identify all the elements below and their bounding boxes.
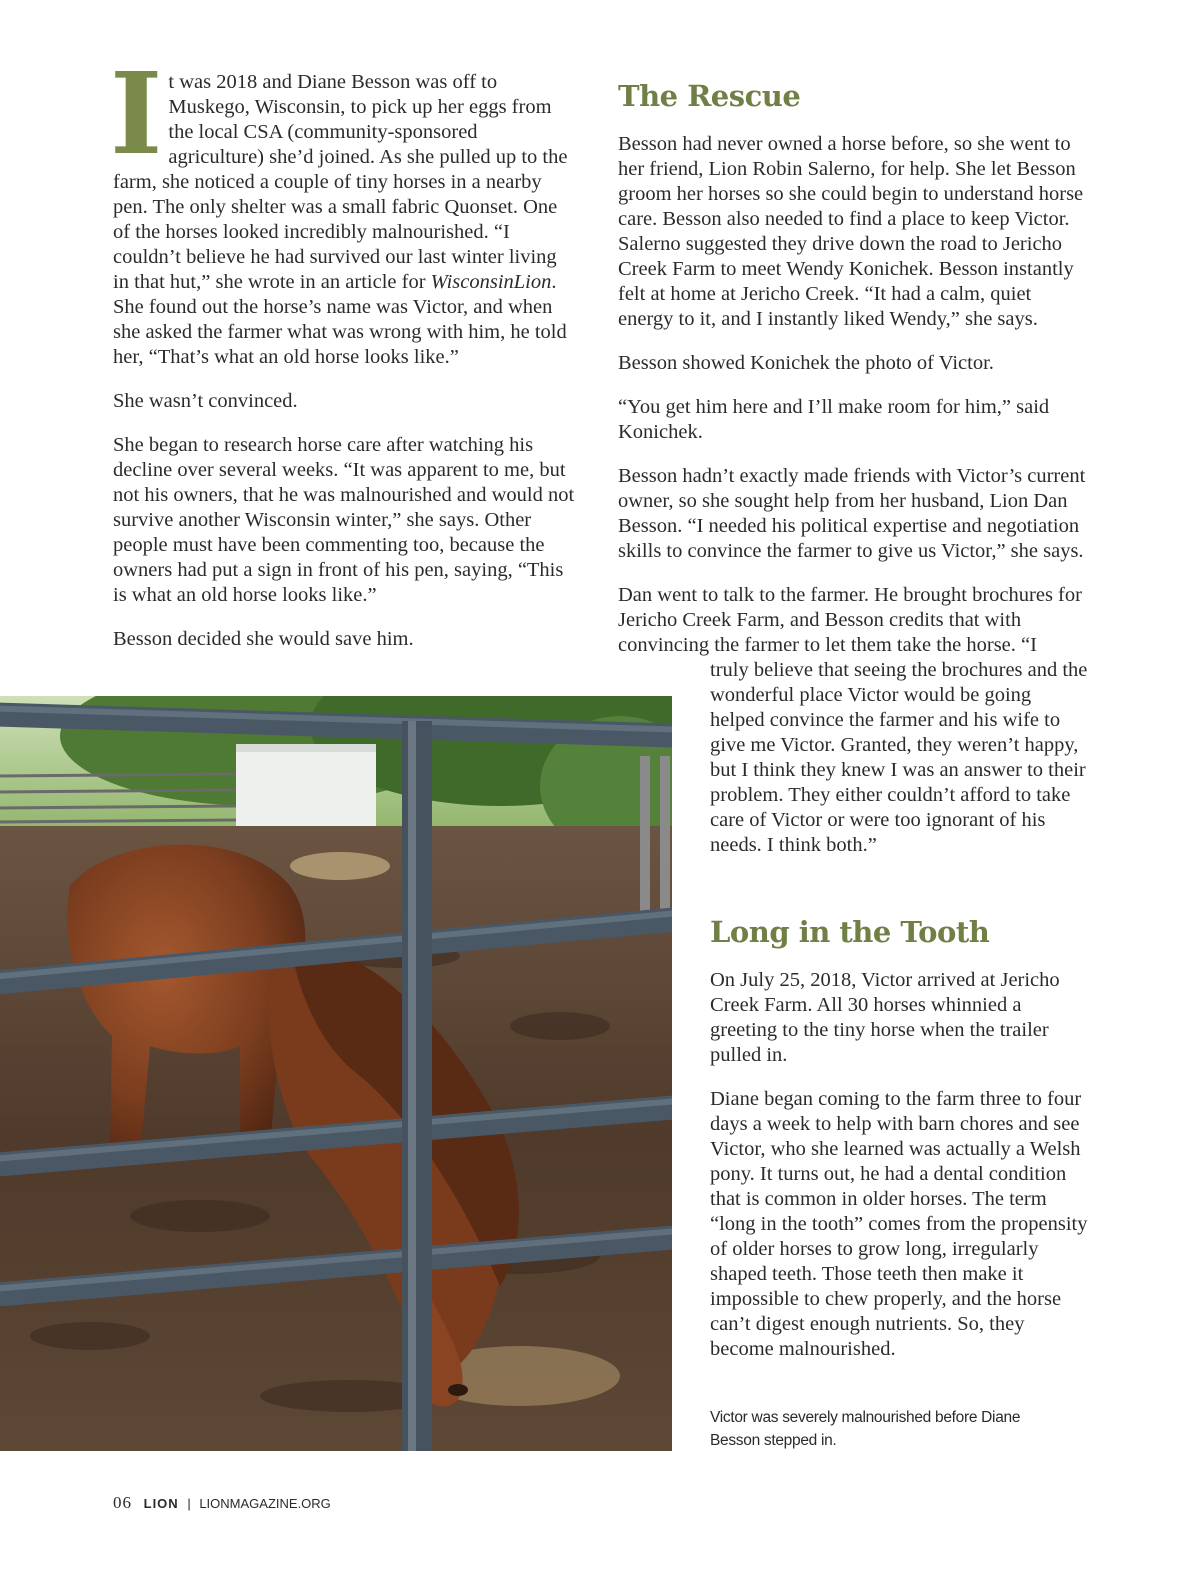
paragraph-continued: truly believe that seeing the brochures and the wonderful place Victor would be going helped convince the farmer and his wife to give me Victor. Granted, they weren’t happy, but I think they knew I was an answer to their problem. They either couldn’t afford to take care of Victor or were too ignorant of his needs. I think both.” <box>710 659 1088 856</box>
paragraph: “You get him here and I’ll make room for him,” said Konichek. <box>618 396 1050 443</box>
paragraph: Besson decided she would save him. <box>113 628 414 650</box>
left-column <box>110 49 575 671</box>
page-footer <box>113 1493 331 1513</box>
intro-paragraph <box>110 49 575 370</box>
magazine-brand: LION <box>143 1496 179 1511</box>
page-number: 06 <box>113 1493 132 1512</box>
drop-cap: I <box>110 49 163 180</box>
paragraph: She began to research horse care after watching his decline over several weeks. “It was apparent to me, but not his owners, that he was malnourished and would not survive another Wisconsin winter,” she says. Other people must have been commenting too, because the owners had put a sign in front of his pen, saying, “This is what an old horse looks like.” <box>113 434 575 606</box>
paragraph: Besson showed Konichek the photo of Victor. <box>618 352 994 374</box>
intro-text: t was 2018 and Diane Besson was off to Muskego, Wisconsin, to pick up her eggs from the local CSA (community-sponsored agriculture) she’d joined. As she pulled up to the farm, she noticed a couple of tiny horses in a nearby pen. The only shelter was a small fabric Quonset. One of the horses looked incredibly malnourished. “I couldn’t believe he had survived our last winter living in that hut,” she wrote in an article for <box>113 71 568 293</box>
magazine-website: LIONMAGAZINE.ORG <box>199 1496 331 1511</box>
footer-separator: | <box>187 1496 191 1511</box>
horse-photo-illustration <box>0 696 672 1451</box>
paragraph: Besson had never owned a horse before, so she went to her friend, Lion Robin Salerno, for help. She let Besson groom her horses so she could begin to understand horse care. Besson also needed to find a place to keep Victor. Salerno suggested they drive down the road to Jericho Creek Farm to meet Wendy Konichek. Besson instantly felt at home at Jericho Creek. “It had a calm, quiet energy to it, and I instantly liked Wendy,” she says. <box>618 133 1084 330</box>
section-heading-tooth: Long in the Tooth <box>710 915 990 949</box>
intro-text-end: . She found out the horse’s name was Victor, and when she asked the farmer what was wrong with him, he told her, “That’s what an old horse looks like.” <box>113 271 567 368</box>
horse-photo <box>0 696 672 1451</box>
right-column-lower <box>710 914 1088 1381</box>
section-heading-rescue: The Rescue <box>618 79 801 113</box>
photo-caption: Victor was severely malnourished before Diane Besson stepped in. <box>710 1409 1021 1449</box>
right-column <box>618 78 1088 877</box>
paragraph: Dan went to talk to the farmer. He brought brochures for Jericho Creek Farm, and Besson credits that with convincing the farmer to let them take the horse. “I <box>618 584 1082 656</box>
paragraph: Besson hadn’t exactly made friends with Victor’s current owner, so she sought help from her husband, Lion Dan Besson. “I needed his political expertise and negotiation skills to convince the farmer to give us Victor,” she says. <box>618 465 1086 562</box>
paragraph: On July 25, 2018, Victor arrived at Jericho Creek Farm. All 30 horses whinnied a greeting to the tiny horse when the trailer pulled in. <box>710 969 1060 1066</box>
paragraph: Diane began coming to the farm three to four days a week to help with barn chores and see Victor, who she learned was actually a Welsh pony. It turns out, he had a dental condition that is common in older horses. The term “long in the tooth” comes from the propensity of older horses to grow long, irregularly shaped teeth. Those teeth then make it impossible to chew properly, and the horse can’t digest enough nutrients. So, they become malnourished. <box>710 1088 1088 1360</box>
paragraph: She wasn’t convinced. <box>113 390 298 412</box>
publication-name: WisconsinLion <box>430 271 552 293</box>
